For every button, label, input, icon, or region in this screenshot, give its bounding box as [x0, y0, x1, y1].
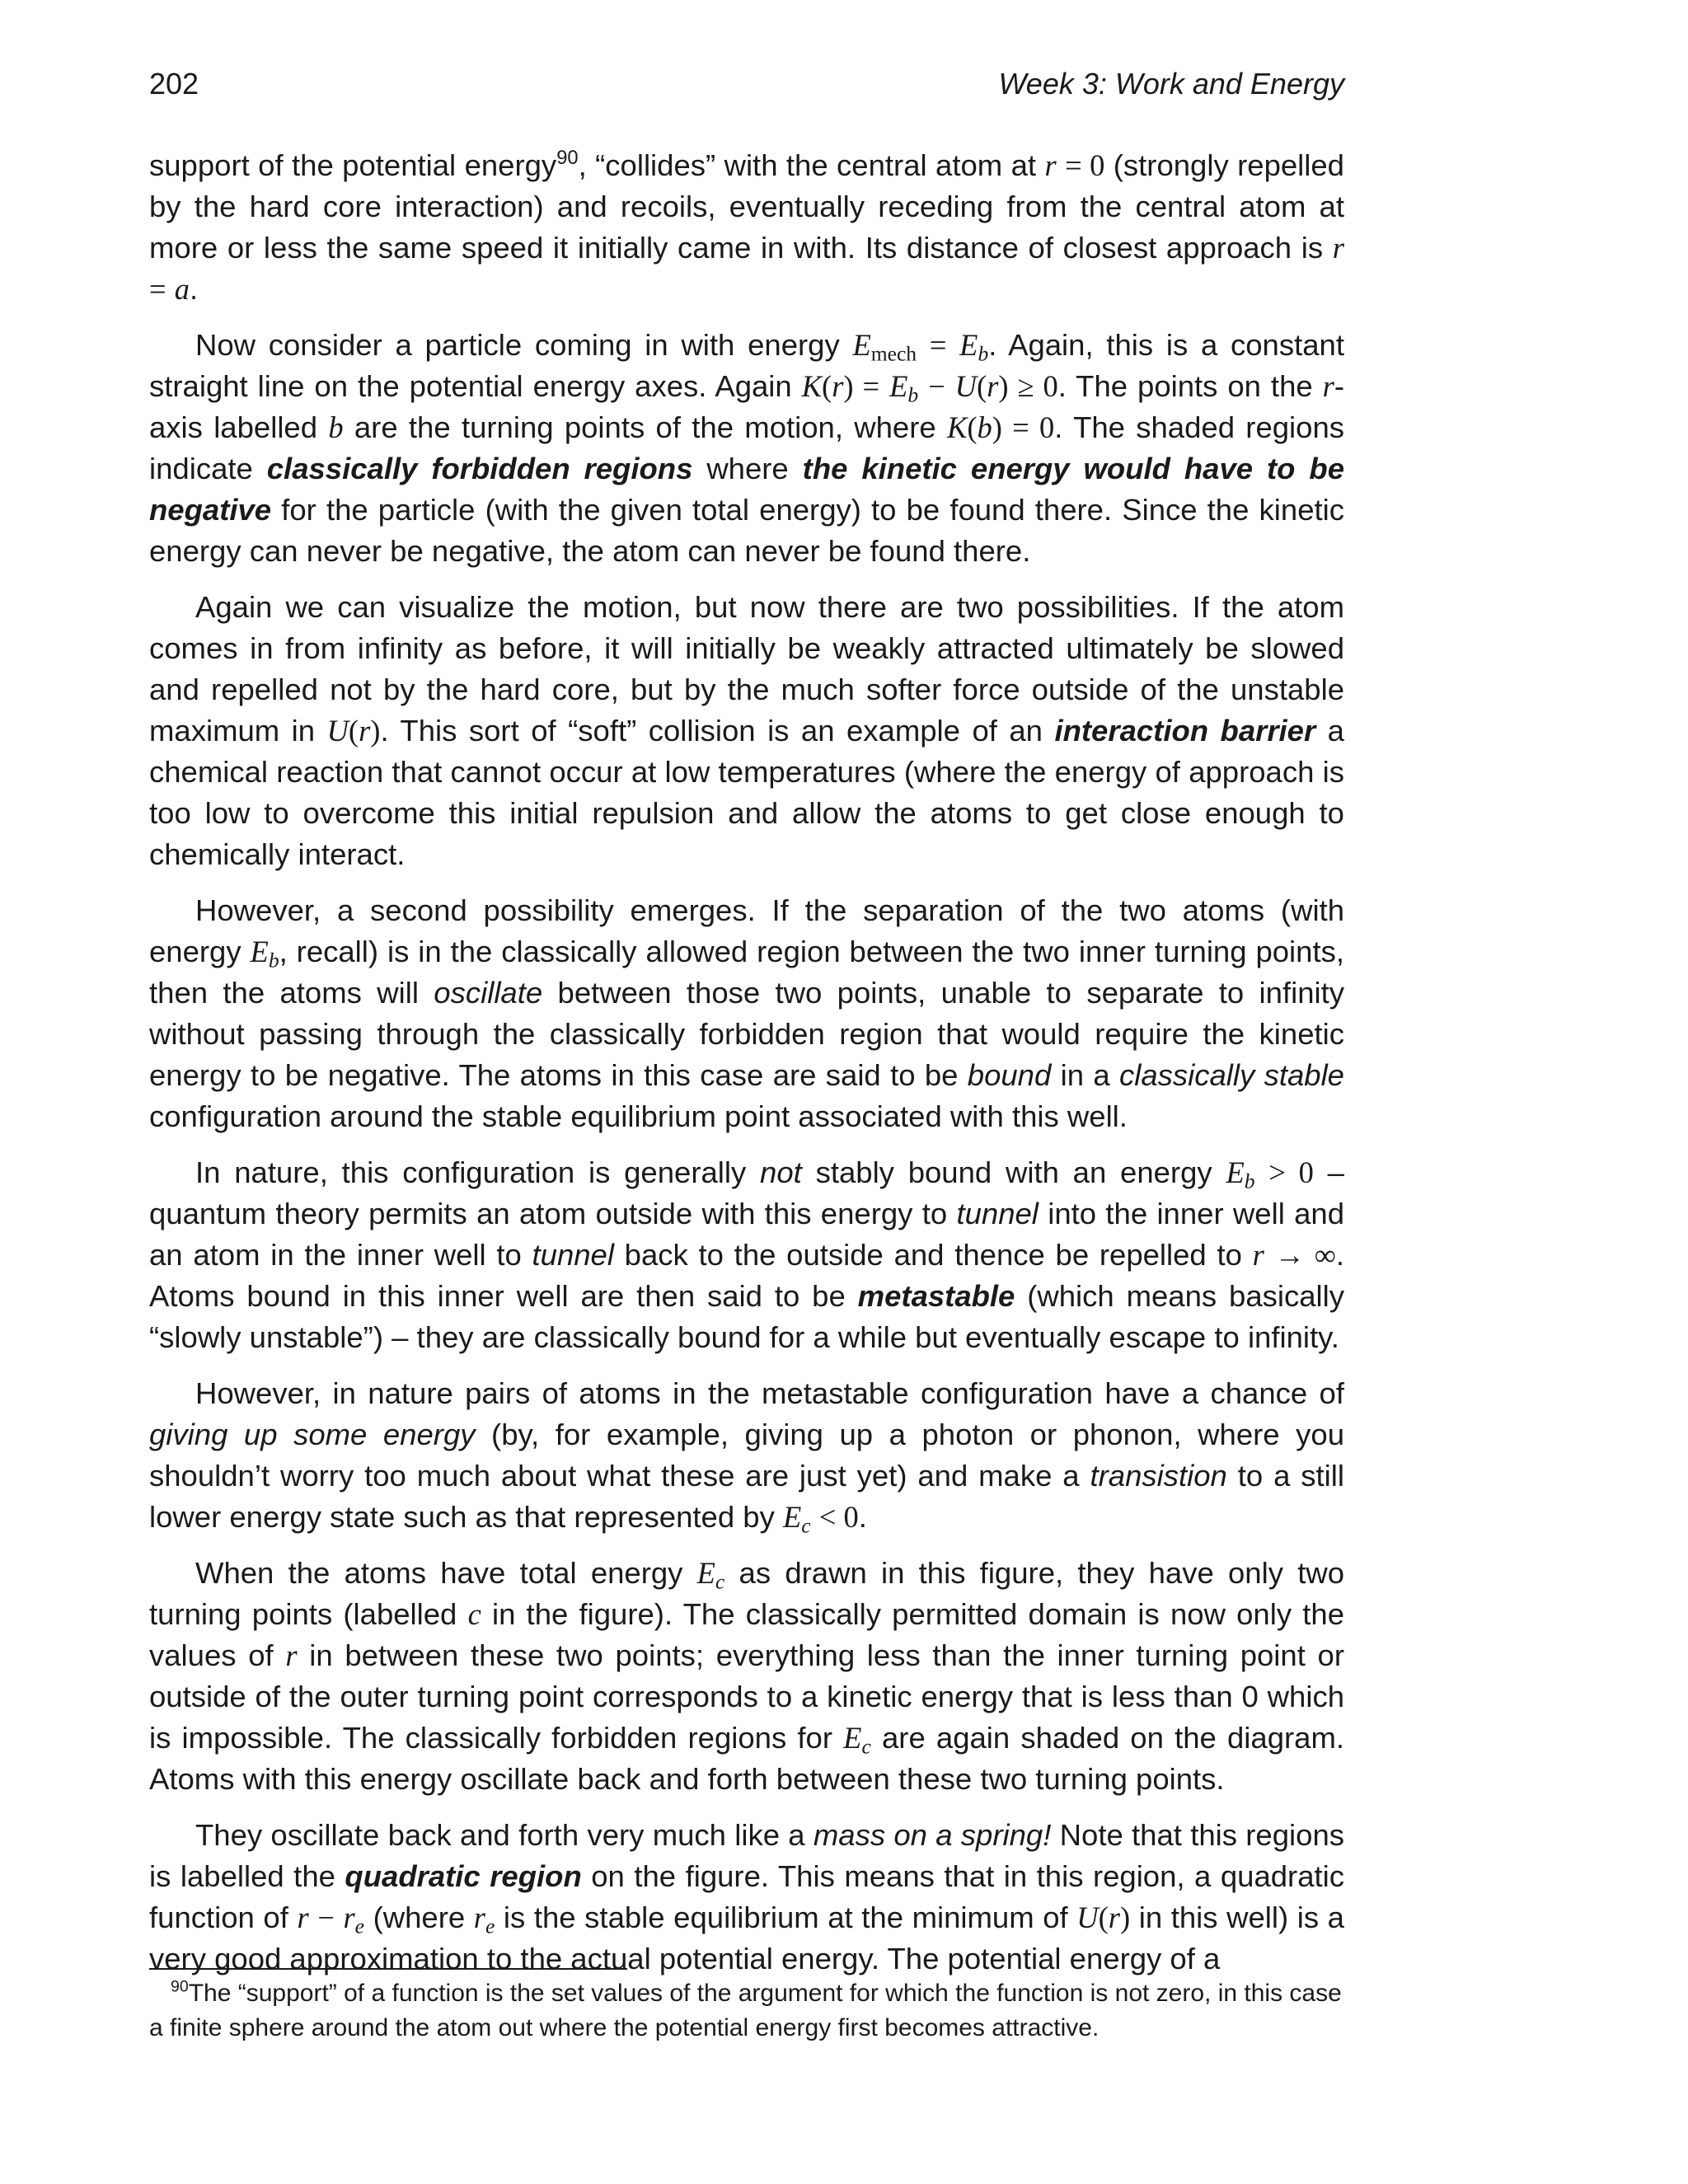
paragraph-1: support of the potential energy$^{90}$, “collides” with the central atom at r = 0 (strongly repelled by the hard core interaction) and recoils, eventually receding from the central atom at more or less the same speed it initially came in with. Its distance of closest approach is r = a.: [149, 147, 1344, 306]
paragraph-8: They oscillate back and forth very much like a mass on a spring! Note that this regions is labelled the quadratic region on the figure. This means that in this region, a quadratic function of $r - r_e$ (where $r_e$ is the stable equilibrium at the minimum of U(r) in this well) is a very good approximation to the actual potential energy. The potential energy of a: [149, 1818, 1344, 1975]
paragraph-3: Again we can visualize the motion, but now there are two possibilities. If the atom comes in from infinity as before, it will initially be weakly attracted ultimately be slowed and repelled not by the hard core, but by the much softer force outside of the unstable maximum in U(r). This sort of “soft” collision is an example of an interaction barrier a chemical reaction that cannot occur at low temperatures (where the energy of approach is too low to overcome this initial repulsion and allow the atoms to get close enough to chemically interact.: [149, 590, 1344, 871]
footnote: [149, 1976, 1344, 2046]
paragraph-7: When the atoms have total energy $E_c$ as drawn in this figure, they have only two turning points (labelled c in the figure). The classically permitted domain is now only the values of r in between these two points; everything less than the inner turning point or outside of the outer turning point corresponds to a kinetic energy that is less than 0 which is impossible. The classically forbidden regions for $E_c$ are again shaded on the diagram. Atoms with this energy oscillate back and forth between these two turning points.: [149, 1556, 1345, 1796]
running-title: Week 3: Work and Energy: [998, 67, 1344, 101]
page-number: 202: [149, 67, 199, 101]
footnote-marker: 90: [171, 1977, 189, 1996]
paragraph-4: However, a second possibility emerges. If the separation of the two atoms (with energy $E_b$, recall) is in the classically allowed region between the two inner turning points, then the atoms will oscillate between those two points, unable to separate to infinity without passing through the classically forbidden region that would require the kinetic energy to be negative. The atoms in this case are said to be bound in a classically stable configuration around the stable equilibrium point associated with this well.: [149, 893, 1344, 1133]
paragraph-6: However, in nature pairs of atoms in the metastable configuration have a chance of giving up some energy (by, for example, giving up a photon or phonon, where you shouldn’t worry too much about what these are just yet) and make a transistion to a still lower energy state such as that represented by $E_c < 0$.: [149, 1376, 1344, 1538]
body-text: [149, 145, 1344, 1994]
page-header: [149, 61, 1344, 107]
paragraph-2: Now consider a particle coming in with energy $E_{mech} = E_b$. Again, this is a constant straight line on the potential energy axes. Again $K(r) = E_b - U(r) \ge 0$. The points on the r-axis labelled b are the turning points of the motion, where K(b) = 0. The shaded regions indicate classically forbidden regions where the kinetic energy would have to be negative for the particle (with the given total energy) to be found there. Since the kinetic energy can never be negative, the atom can never be found there.: [149, 328, 1345, 568]
footnote-rule: [149, 1968, 627, 1970]
footnote-text: The “support” of a function is the set values of the argument for which the function is not zero, in this case a finite sphere around the atom out where the potential energy first becomes attractive.: [149, 1980, 1342, 2041]
paragraph-5: In nature, this configuration is generally not stably bound with an energy $E_b > 0$ – quantum theory permits an atom outside with this energy to tunnel into the inner well and an atom in the inner well to tunnel back to the outside and thence be repelled to r → ∞. Atoms bound in this inner well are then said to be metastable (which means basically “slowly unstable”) – they are classically bound for a while but eventually escape to infinity.: [149, 1155, 1345, 1354]
